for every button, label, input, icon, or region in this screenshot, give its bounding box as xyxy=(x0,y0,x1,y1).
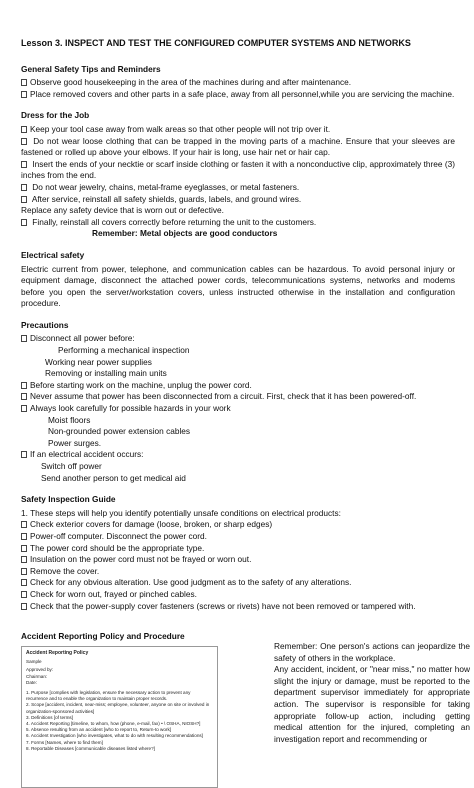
sample-policy-form-image xyxy=(21,646,218,788)
list-item: After service, reinstall all safety shields, guards, labels, and ground wires. xyxy=(21,194,455,206)
checkbox-glyph-icon xyxy=(21,568,27,575)
dress-section xyxy=(21,110,455,240)
dress-heading: Dress for the Job xyxy=(21,110,90,121)
accident-policy-text xyxy=(274,641,470,745)
list-item: Check exterior covers for damage (loose, broken, or sharp edges) xyxy=(21,519,455,531)
checkbox-glyph-icon xyxy=(21,335,27,342)
page-title: Lesson 3. INSPECT AND TEST THE CONFIGURED COMPUTER SYSTEMS AND NETWORKS xyxy=(21,38,411,48)
checkbox-glyph-icon xyxy=(21,451,27,458)
inspection-section xyxy=(21,494,455,612)
list-item: Check for any obvious alteration. Use good judgment as to the safety of any alterations. xyxy=(21,577,455,589)
general-safety-heading: General Safety Tips and Reminders xyxy=(21,63,161,74)
list-item: Check that the power-supply cover fasteners (screws or rivets) have not been removed or tampered with. xyxy=(21,601,455,613)
checkbox-glyph-icon xyxy=(21,161,27,168)
plain-line: Replace any safety device that is worn out or defective. xyxy=(21,205,224,216)
form-line: 2. Scope [accident, incident, near-miss; employee, volunteer, anyone on site or involved in organization-sponsored activities] xyxy=(26,702,210,714)
form-date-label: Date: xyxy=(26,679,37,685)
electrical-section xyxy=(21,250,455,310)
checkbox-glyph-icon xyxy=(21,91,27,98)
list-item: Always look carefully for possible hazards in your work xyxy=(21,403,455,415)
sub-item: Power surges. xyxy=(48,437,102,448)
form-chairman-label: Chairman: xyxy=(26,673,48,679)
form-approved-label: Approved by: xyxy=(26,667,54,673)
precautions-heading: Precautions xyxy=(21,319,69,330)
list-item: Disconnect all power before: xyxy=(21,333,455,345)
checkbox-glyph-icon xyxy=(21,219,27,226)
electrical-body: Electric current from power, telephone, and communication cables can be hazardous. To avoid personal injury or equipment damage, disconnect the attached power cords, telecommunications systems, networks and modems before you open the server/workstation covers, unless instructed otherwise in the installation and configuration procedure. xyxy=(21,263,455,309)
checkbox-glyph-icon xyxy=(21,184,27,191)
list-item: Insulation on the power cord must not be frayed or worn out. xyxy=(21,554,455,566)
form-title: Accident Reporting Policy xyxy=(26,650,89,656)
list-item: Remove the cover. xyxy=(21,566,455,578)
paragraph: Any accident, incident, or "near miss," no matter how slight the injury or damage, must be reported to the department supervisor immediately for appropriate action. The supervisor is responsible for taking appropriate follow-up action, including getting medical attention for the injured, completing an investigation report and recommending or xyxy=(274,664,470,744)
sub-item: Switch off power xyxy=(41,461,102,471)
list-item: Check for worn out, frayed or pinched cables. xyxy=(21,589,455,601)
sub-item: Performing a mechanical inspection xyxy=(58,345,190,356)
checkbox-glyph-icon xyxy=(21,79,27,86)
precautions-section xyxy=(21,320,455,484)
form-line: 8. Reportable Diseases [communicable diseases listed where?] xyxy=(26,745,155,751)
list-item: The power cord should be the appropriate type. xyxy=(21,543,455,555)
form-line: 6. Accident Investigation [who investigates, what to do with resulting recommendations] xyxy=(26,733,203,739)
checkbox-glyph-icon xyxy=(21,405,27,412)
list-item: Observe good housekeeping in the area of the machines during and after maintenance. xyxy=(21,77,455,89)
accident-policy-section xyxy=(21,631,470,751)
checkbox-glyph-icon xyxy=(21,545,27,552)
sub-item: Removing or installing main units xyxy=(45,368,167,379)
inspection-intro: 1. These steps will help you identify potentially unsafe conditions on electrical products: xyxy=(21,507,341,518)
form-line: 7. Forms [Names, where to find them] xyxy=(26,739,103,745)
checkbox-glyph-icon xyxy=(21,196,27,203)
form-line: 3. Definitions [of terms] xyxy=(26,714,73,720)
checkbox-glyph-icon xyxy=(21,579,27,586)
list-item: Keep your tool case away from walk areas so that other people will not trip over it. xyxy=(21,124,455,136)
list-item: Insert the ends of your necktie or scarf inside clothing or fasten it with a nonconductive clip, approximately three (3) inches from the end. xyxy=(21,158,455,181)
document-page xyxy=(21,38,455,622)
form-line: 5. Absence resulting from an accident [who to report to, Return-to work] xyxy=(26,727,172,733)
checkbox-glyph-icon xyxy=(21,393,27,400)
checkbox-glyph-icon xyxy=(21,382,27,389)
sub-item: Send another person to get medical aid xyxy=(41,472,186,483)
checkbox-glyph-icon xyxy=(21,556,27,563)
checkbox-glyph-icon xyxy=(21,521,27,528)
sub-item: Working near power supplies xyxy=(45,356,152,367)
list-item: Finally, reinstall all covers correctly before returning the unit to the customers. xyxy=(21,217,455,229)
list-item: Place removed covers and other parts in a safe place, away from all personnel,while you are servicing the machine. xyxy=(21,89,455,101)
electrical-heading: Electrical safety xyxy=(21,249,85,260)
list-item: Do not wear jewelry, chains, metal-frame eyeglasses, or metal fasteners. xyxy=(21,182,455,194)
checkbox-glyph-icon xyxy=(21,603,27,610)
list-item: Power-off computer. Disconnect the power cord. xyxy=(21,531,455,543)
checkbox-glyph-icon xyxy=(21,591,27,598)
accident-policy-heading: Accident Reporting Policy and Procedure xyxy=(21,631,185,641)
remember-note: Remember: Metal objects are good conductors xyxy=(92,228,278,239)
checkbox-glyph-icon xyxy=(21,126,27,133)
list-item: If an electrical accident occurs: xyxy=(21,449,455,461)
sub-item: Moist floors xyxy=(48,414,91,425)
form-line: 1. Purpose [complies with legislation, ensure the necessary action to prevent any recurrence and to enable the organization to maintain proper records. xyxy=(26,690,191,702)
list-item: Before starting work on the machine, unplug the power cord. xyxy=(21,380,455,392)
sub-item: Non-grounded power extension cables xyxy=(48,426,191,437)
general-safety-section xyxy=(21,64,455,101)
list-item: Never assume that power has been disconnected from a circuit. First, check that it has been powered-off. xyxy=(21,391,455,403)
inspection-heading: Safety Inspection Guide xyxy=(21,494,116,505)
list-item: Do not wear loose clothing that can be trapped in the moving parts of a machine. Ensure that your sleeves are fastened or rolled up above your elbows. If your hair is long, use hair net or hair cap. xyxy=(21,135,455,158)
paragraph: Remember: One person's actions can jeopardize the safety of others in the workplace. xyxy=(274,641,470,663)
checkbox-glyph-icon xyxy=(21,533,27,540)
form-sample-label: Sample xyxy=(26,659,42,665)
form-line: 4. Accident Reporting [timeline, to whom, how (phone, e-mail, fax) • \ OSHA, NIOSH?] xyxy=(26,721,201,727)
checkbox-glyph-icon xyxy=(21,138,27,145)
